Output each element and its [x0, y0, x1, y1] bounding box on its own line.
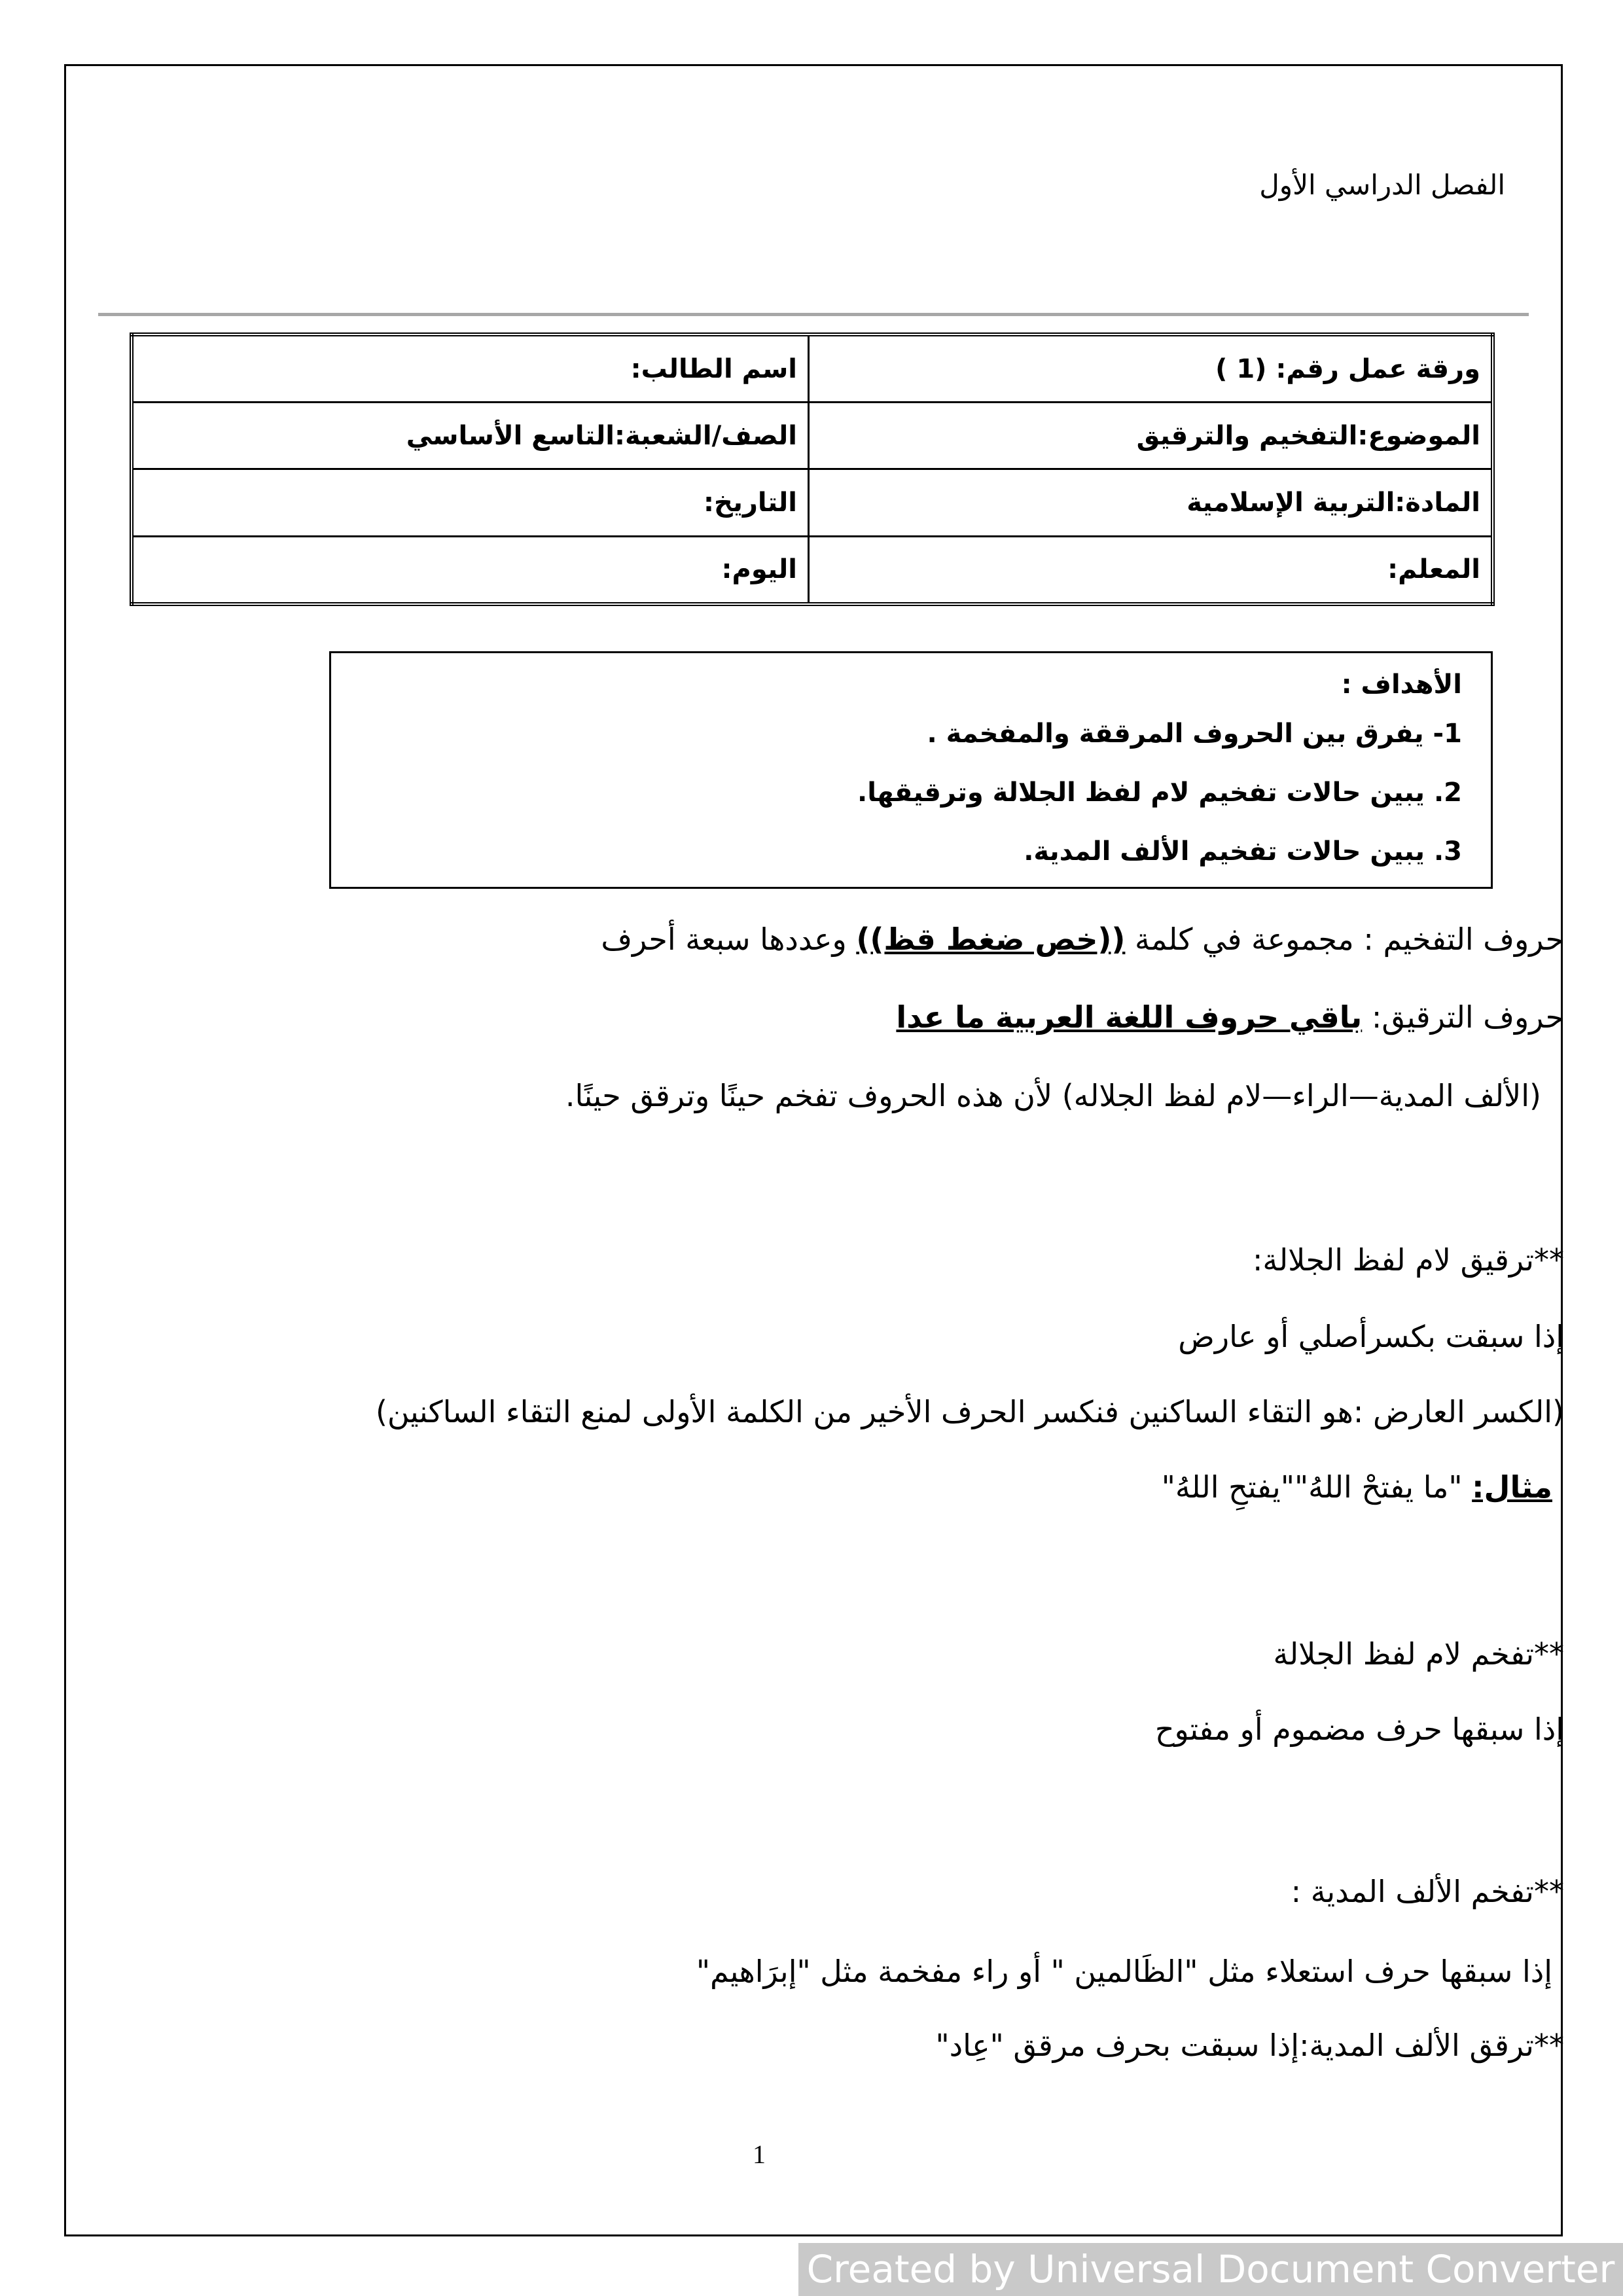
semester-label: الفصل الدراسي الأول — [1259, 169, 1505, 201]
alif-emphasis-rule: إذا سبقها حرف استعلاء مثل "الظَالمين " أو راء مفخمة مثل "إبرَاهيم" — [696, 1954, 1552, 1989]
table-row — [132, 469, 1493, 536]
table-row — [132, 536, 1493, 604]
thinning-letters-prefix: حروف الترقيق: — [1362, 999, 1564, 1035]
thinning-letters-line — [896, 999, 1564, 1035]
objective-item: 1- يفرق بين الحروف المرققة والمفخمة . — [927, 719, 1462, 749]
objectives-title: الأهداف : — [1341, 670, 1462, 700]
class-section-cell: الصف/الشعبة:التاسع الأساسي — [132, 403, 809, 469]
example-label: مثال: — [1472, 1469, 1552, 1505]
worksheet-number-cell: ورقة عمل رقم: (1 ) — [809, 334, 1493, 403]
objective-item: 2. يبين حالات تفخيم لام لفظ الجلالة وترقيقها. — [857, 778, 1462, 808]
alif-thinning-rule: **ترقق الألف المدية:إذا سبقت بحرف مرقق "عِاد" — [935, 2028, 1564, 2063]
objective-item: 3. يبين حالات تفخيم الألف المدية. — [1024, 836, 1462, 867]
header-divider — [98, 313, 1529, 316]
lam-thinning-heading: **ترقيق لام لفظ الجلالة: — [1252, 1242, 1564, 1278]
topic-cell: الموضوع:التفخيم والترقيق — [809, 403, 1493, 469]
alif-emphasis-heading: **تفخم الألف المدية : — [1291, 1874, 1564, 1909]
date-cell[interactable]: التاريخ: — [132, 469, 809, 536]
lam-thinning-rule: إذا سبقت بكسرأصلي أو عارض — [1178, 1319, 1564, 1354]
subject-cell: المادة:التربية الإسلامية — [809, 469, 1493, 536]
emphasis-letters-word: ((خص ضغط قظ)) — [856, 922, 1126, 957]
lam-emphasis-heading: **تفخم لام لفظ الجلالة — [1273, 1636, 1564, 1672]
worksheet-info-table — [130, 332, 1495, 606]
emphasis-letters-prefix: حروف التفخيم : مجموعة في كلمة — [1125, 922, 1564, 957]
exceptions-line: (الألف المدية—الراء—لام لفظ الجلاله) لأن هذه الحروف تفخم حينًا وترقق حينًا. — [565, 1078, 1541, 1113]
lam-emphasis-rule: إذا سبقها حرف مضموم أو مفتوح — [1154, 1712, 1564, 1747]
accidental-kasra-note: (الكسر العارض :هو التقاء الساكنين فنكسر الحرف الأخير من الكلمة الأولى لمنع التقاء الساكنين) — [375, 1394, 1564, 1429]
student-name-cell[interactable]: اسم الطالب: — [132, 334, 809, 403]
emphasis-letters-suffix: وعددها سبعة أحرف — [601, 922, 857, 957]
table-row — [132, 403, 1493, 469]
page-number: 1 — [753, 2140, 766, 2169]
converter-watermark: Created by Universal Document Converter — [798, 2243, 1623, 2296]
teacher-cell: المعلم: — [809, 536, 1493, 604]
objectives-box — [329, 651, 1493, 889]
thinning-letters-emph: باقي حروف اللغة العربية ما عدا — [896, 999, 1363, 1035]
day-cell[interactable]: اليوم: — [132, 536, 809, 604]
example-text: "ما يفتحْ اللهُ""يفتحِ اللهُ" — [1161, 1469, 1472, 1505]
table-row — [132, 334, 1493, 403]
example-line — [1162, 1469, 1552, 1505]
emphasis-letters-line — [601, 922, 1564, 957]
